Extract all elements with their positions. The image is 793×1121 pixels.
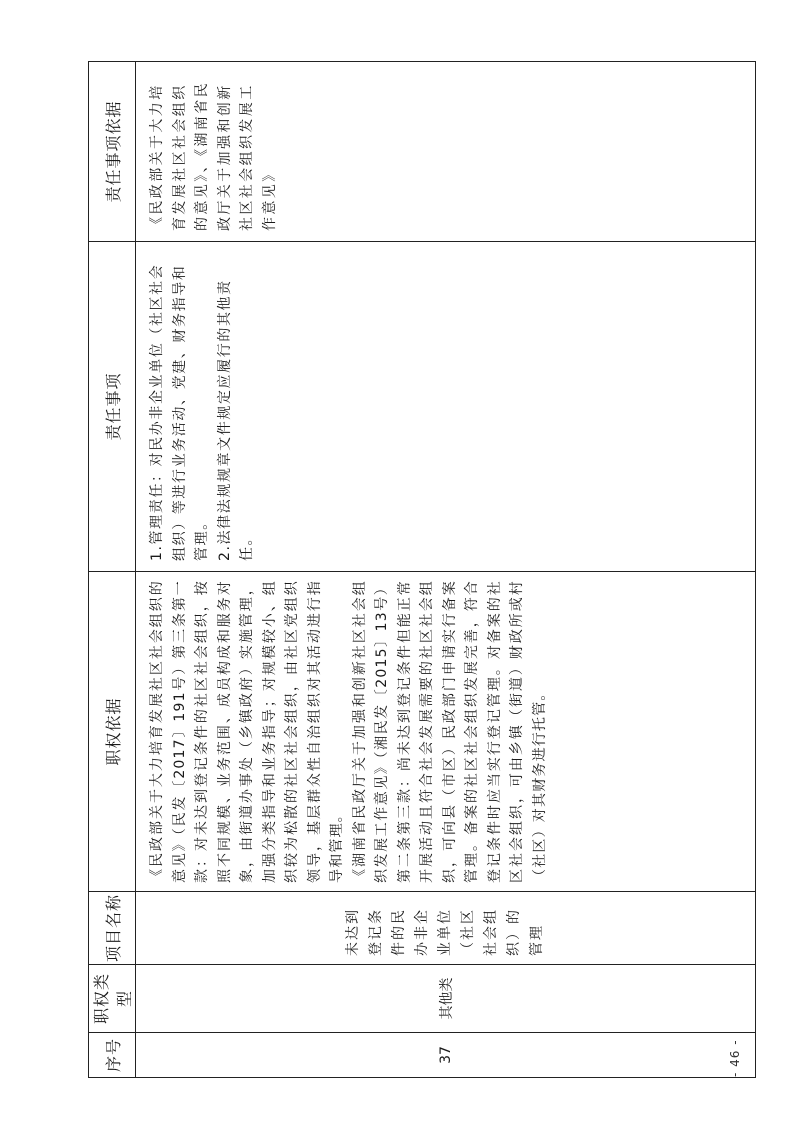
table-header-row [89,62,136,1078]
row-name: 未达到登记条件的民办非企业单位（社区社会组织）的管理 [136,892,756,965]
row-seq: 37 [136,1033,756,1078]
table-row [136,62,756,1078]
responsibility-item-2: 2.法律法规规章文件规定应履行的其他责任。 [216,279,255,561]
header-name: 项目名称 [89,892,136,965]
authority-table [88,61,756,1078]
header-seq: 序号 [89,1033,136,1078]
row-type: 其他类 [136,965,756,1033]
header-basis: 职权依据 [89,572,136,892]
basis-paragraph-1: 《民政部关于大力培育发展社区社会组织的意见》（民发〔2017〕191号）第三条第一款：对未达到登记条件的社区社会组织，按照不同规模、业务范围、成员构成和服务对象，由街道办事处（乡镇政府）实施管理，加强分类指导和业务指导；对规模较小、组织较为松散的社区社会组织，由社区党组织领导，基层群众性自治组织对其活动进行指导和管理。 [149,580,345,883]
rotated-table-container [88,62,756,1078]
reference-text: 《民政部关于大力培育发展社区社会组织的意见》、《湖南省民政厅关于加强和创新社区社会组织发展工作意见》 [149,81,278,231]
header-type: 职权类型 [89,965,136,1033]
row-basis [136,572,756,892]
page-number: - 46 - [728,1039,742,1077]
basis-paragraph-2: 《湖南省民政厅关于加强和创新社区社会组织发展工作意见》（湘民发〔2015〕13号）第二条第三款：尚未达到登记条件但能正常开展活动且符合社会发展需要的社区社会组织，可向县（市区）民政部门申请实行备案管理。备案的社区社会组织发展完善，符合登记条件时应当实行登记管理。对备案的社区社会组织，可由乡镇（街道）财政所或村（社区）对其财务进行托管。 [351,580,548,883]
responsibility-item-1: 1.管理责任：对民办非企业单位（社区社会组织）等进行业务活动、党建、财务指导和管理。 [149,263,210,561]
header-responsibility: 责任事项 [89,242,136,572]
row-reference [136,62,756,242]
row-responsibility [136,242,756,572]
header-reference: 责任事项依据 [89,62,136,242]
